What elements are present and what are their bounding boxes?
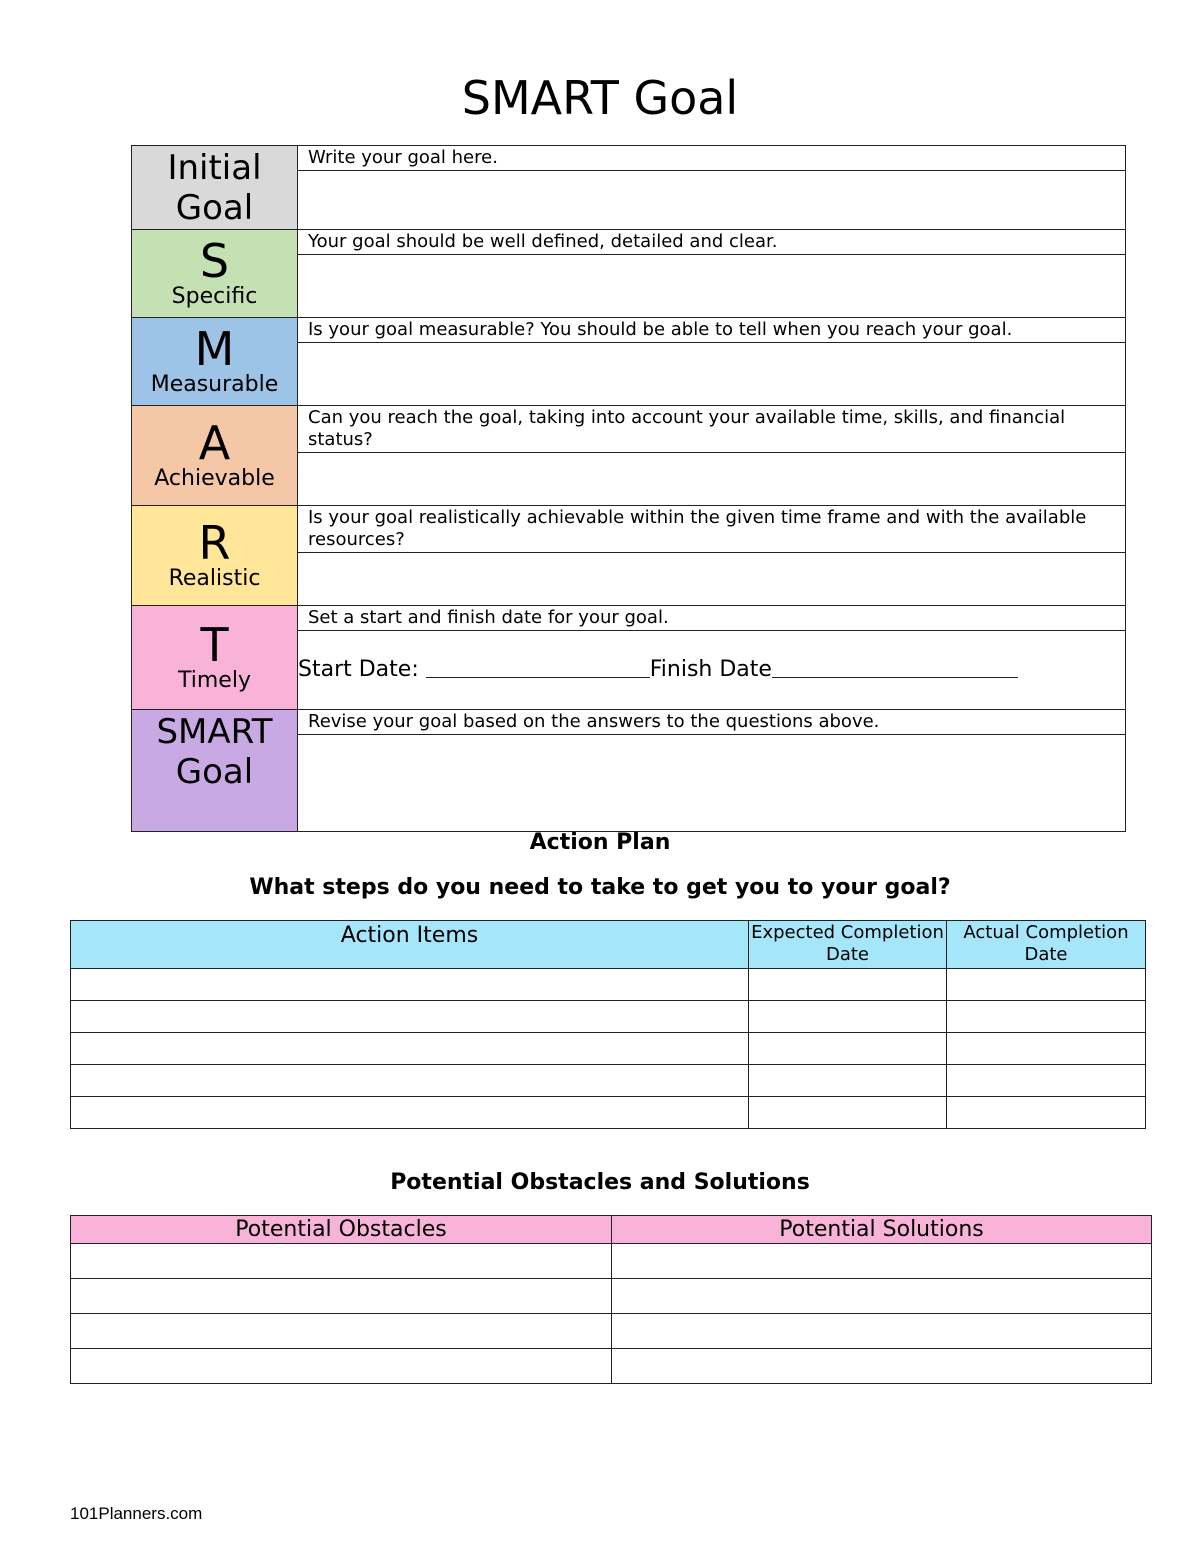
measurable-word: Measurable [150, 371, 279, 397]
timely-prompt: Set a start and finish date for your goal. [298, 606, 1126, 631]
smart-goal-word: SMART Goal [156, 712, 273, 792]
obstacle-cell[interactable] [71, 1279, 612, 1314]
realistic-label [132, 506, 298, 606]
achievable-word: Achievable [154, 465, 275, 491]
table-row [71, 1244, 1152, 1279]
actual-date-cell[interactable] [947, 1065, 1146, 1097]
realistic-prompt: Is your goal realistically achievable within the given time frame and with the available resources? [298, 506, 1126, 553]
action-item-cell[interactable] [71, 1065, 749, 1097]
expected-date-cell[interactable] [749, 969, 947, 1001]
action-item-cell[interactable] [71, 1001, 749, 1033]
actual-date-header: Actual Completion Date [947, 921, 1146, 969]
expected-date-cell[interactable] [749, 1001, 947, 1033]
achievable-input[interactable] [298, 453, 1126, 506]
actual-date-cell[interactable] [947, 1097, 1146, 1129]
timely-word: Timely [178, 667, 251, 693]
action-items-header: Action Items [71, 921, 749, 969]
initial-goal-word: Initial Goal [167, 147, 262, 228]
action-plan-heading: Action Plan [529, 830, 671, 855]
realistic-word: Realistic [168, 565, 261, 591]
dates-row [298, 631, 1126, 710]
expected-date-cell[interactable] [749, 1097, 947, 1129]
achievable-prompt: Can you reach the goal, taking into account your available time, skills, and financial status? [298, 406, 1126, 453]
timely-label [132, 606, 298, 710]
action-plan-question: What steps do you need to take to get you to your goal? [249, 875, 951, 900]
action-item-cell[interactable] [71, 969, 749, 1001]
initial-goal-label [132, 146, 298, 230]
obstacle-cell[interactable] [71, 1349, 612, 1384]
table-row [71, 969, 1146, 1001]
actual-date-cell[interactable] [947, 969, 1146, 1001]
smart-goal-prompt: Revise your goal based on the answers to the questions above. [298, 710, 1126, 735]
table-row [71, 1097, 1146, 1129]
specific-prompt: Your goal should be well defined, detailed and clear. [298, 230, 1126, 255]
specific-label [132, 230, 298, 318]
obstacles-table [70, 1215, 1152, 1384]
expected-date-header: Expected Completion Date [749, 921, 947, 969]
obstacles-header: Potential Obstacles [71, 1216, 612, 1244]
smart-goal-table [131, 145, 1126, 832]
specific-input[interactable] [298, 255, 1126, 318]
achievable-letter: A [198, 415, 231, 470]
smart-goal-input[interactable] [298, 735, 1126, 832]
measurable-input[interactable] [298, 343, 1126, 406]
timely-letter: T [200, 617, 229, 672]
realistic-input[interactable] [298, 553, 1126, 606]
footer-brand: 101Planners.com [70, 1504, 203, 1523]
finish-date-field[interactable] [772, 655, 1018, 678]
finish-date-label: Finish Date [649, 657, 772, 682]
specific-word: Specific [171, 283, 258, 309]
measurable-letter: M [194, 321, 235, 376]
measurable-label [132, 318, 298, 406]
table-row [71, 1065, 1146, 1097]
start-date-label: Start Date: [298, 657, 419, 682]
table-row [71, 1314, 1152, 1349]
start-date-field[interactable] [426, 655, 650, 678]
measurable-prompt: Is your goal measurable? You should be able to tell when you reach your goal. [298, 318, 1126, 343]
page-title: SMART Goal [461, 71, 739, 125]
table-row [71, 1349, 1152, 1384]
expected-date-cell[interactable] [749, 1065, 947, 1097]
action-item-cell[interactable] [71, 1097, 749, 1129]
achievable-label [132, 406, 298, 506]
actual-date-cell[interactable] [947, 1001, 1146, 1033]
table-row [71, 1279, 1152, 1314]
action-items-table [70, 920, 1146, 1129]
table-row [71, 1001, 1146, 1033]
obstacle-cell[interactable] [71, 1314, 612, 1349]
obstacle-cell[interactable] [71, 1244, 612, 1279]
obstacles-heading: Potential Obstacles and Solutions [390, 1170, 810, 1195]
solutions-header: Potential Solutions [612, 1216, 1152, 1244]
actual-date-cell[interactable] [947, 1033, 1146, 1065]
initial-goal-input[interactable] [298, 171, 1126, 230]
solution-cell[interactable] [612, 1279, 1152, 1314]
expected-date-cell[interactable] [749, 1033, 947, 1065]
specific-letter: S [199, 233, 230, 288]
action-item-cell[interactable] [71, 1033, 749, 1065]
solution-cell[interactable] [612, 1349, 1152, 1384]
table-row [71, 1033, 1146, 1065]
realistic-letter: R [198, 515, 231, 570]
smart-goal-label [132, 710, 298, 832]
initial-goal-prompt: Write your goal here. [298, 146, 1126, 171]
solution-cell[interactable] [612, 1244, 1152, 1279]
solution-cell[interactable] [612, 1314, 1152, 1349]
